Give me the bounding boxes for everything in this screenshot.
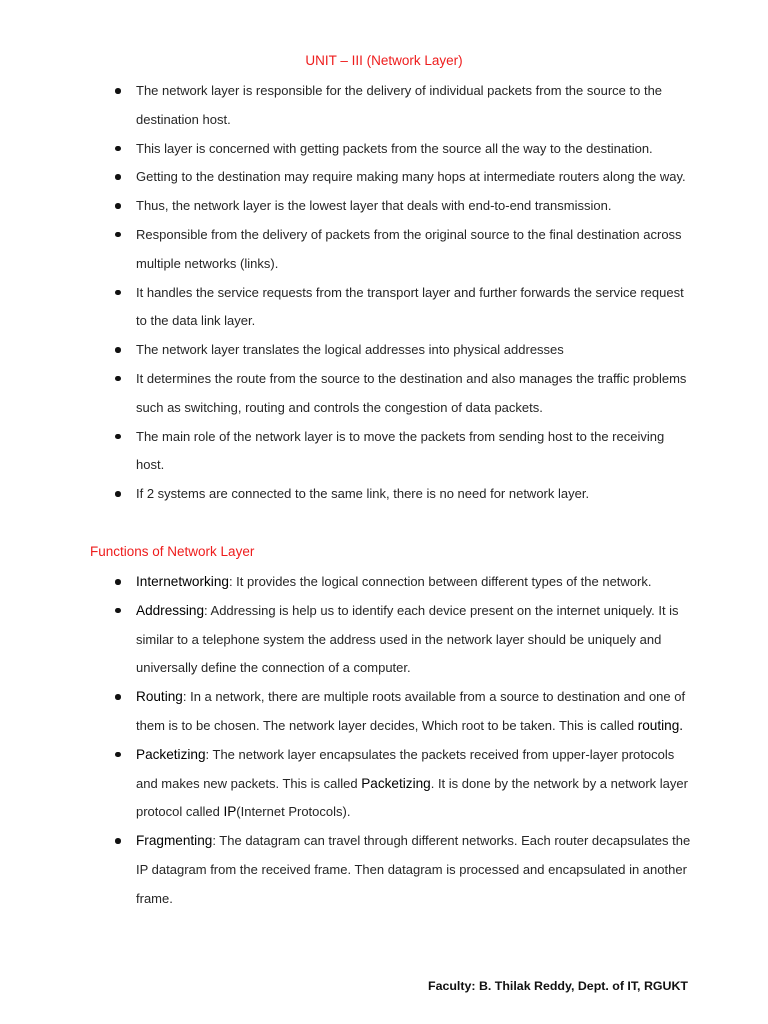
bullet-text: The network layer is responsible for the delivery of individual packets from the source to the destination host. xyxy=(136,83,663,127)
bullet-text: This layer is concerned with getting packets from the source all the way to the destination. xyxy=(136,140,653,156)
list-item xyxy=(0,423,691,481)
bullet-text: Responsible from the delivery of packets from the original source to the final destination across multiple networks (links). xyxy=(136,226,682,271)
term-label: Internetworking xyxy=(136,574,229,589)
bullet-icon xyxy=(115,88,121,94)
term-description: : Addressing is help us to identify each device present on the internet uniquely. It is similar to a telephone system the address used in the network layer should be uniquely and universally define the connection of a computer. xyxy=(136,602,679,676)
list-item xyxy=(0,741,691,827)
list-item xyxy=(0,597,691,683)
list-item xyxy=(0,827,691,913)
term-description: : It provides the logical connection between different types of the network. xyxy=(228,574,652,589)
bullet-icon xyxy=(115,376,121,382)
bullet-icon xyxy=(115,290,121,296)
bullet-text: Getting to the destination may require making many hops at intermediate routers along the way. xyxy=(136,169,686,185)
bullet-icon xyxy=(115,146,121,152)
term-description: : In a network, there are multiple roots available from a source to destination and one of them is to be chosen. The network layer decides, Which root to be taken. This is called xyxy=(136,689,686,733)
functions-bullet-list xyxy=(0,568,691,914)
term-label: Packetizing xyxy=(361,775,431,791)
term-label: Addressing xyxy=(136,602,205,618)
bullet-text: The network layer translates the logical addresses into physical addresses xyxy=(136,342,564,358)
term-description: : The datagram can travel through different networks. Each router decapsulates the IP datagram from the received frame. Then datagram is processed and encapsulated in another frame. xyxy=(136,833,691,906)
list-item xyxy=(0,480,691,509)
list-item xyxy=(0,568,691,597)
bullet-icon xyxy=(115,752,121,758)
list-item xyxy=(0,135,691,164)
bullet-icon xyxy=(115,608,121,614)
bullet-icon xyxy=(115,694,121,700)
bullet-text: It determines the route from the source to the destination and also manages the traffic problems such as switching, routing and controls the congestion of data packets. xyxy=(136,370,687,415)
term-label: routing. xyxy=(637,717,684,733)
bullet-icon xyxy=(115,203,121,209)
list-item xyxy=(0,192,691,221)
list-item xyxy=(0,163,691,192)
term-label: Routing xyxy=(136,689,183,705)
section-heading: Functions of Network Layer xyxy=(90,544,255,559)
bullet-icon xyxy=(115,434,121,440)
list-item xyxy=(0,279,691,337)
term-description: . It is done by the network by a network layer protocol called xyxy=(136,775,688,820)
bullet-icon xyxy=(115,838,121,844)
bullet-text: The main role of the network layer is to move the packets from sending host to the receiving host. xyxy=(136,428,665,473)
bullet-icon xyxy=(115,174,121,180)
page-footer: Faculty: B. Thilak Reddy, Dept. of IT, RGUKT xyxy=(428,979,688,993)
list-item xyxy=(0,683,691,741)
list-item xyxy=(0,365,691,423)
term-description: (Internet Protocols). xyxy=(236,804,351,820)
bullet-icon xyxy=(115,491,121,497)
bullet-icon xyxy=(115,579,121,585)
term-label: IP xyxy=(223,804,237,820)
list-item xyxy=(0,336,691,365)
bullet-icon xyxy=(115,232,121,238)
page-title: UNIT – III (Network Layer) xyxy=(305,53,463,68)
list-item xyxy=(0,221,691,279)
list-item xyxy=(0,77,691,135)
bullet-text: Thus, the network layer is the lowest layer that deals with end-to-end transmission. xyxy=(136,198,612,214)
bullet-text: It handles the service requests from the transport layer and further forwards the service request to the data link layer. xyxy=(136,284,684,329)
intro-bullet-list xyxy=(0,77,691,509)
bullet-icon xyxy=(115,347,121,353)
term-label: Packetizing xyxy=(136,746,206,762)
term-description: : The network layer encapsulates the packets received from upper-layer protocols and makes new packets. This is called xyxy=(136,746,675,791)
term-label: Fragmenting xyxy=(136,833,213,849)
bullet-text: If 2 systems are connected to the same link, there is no need for network layer. xyxy=(136,486,590,502)
